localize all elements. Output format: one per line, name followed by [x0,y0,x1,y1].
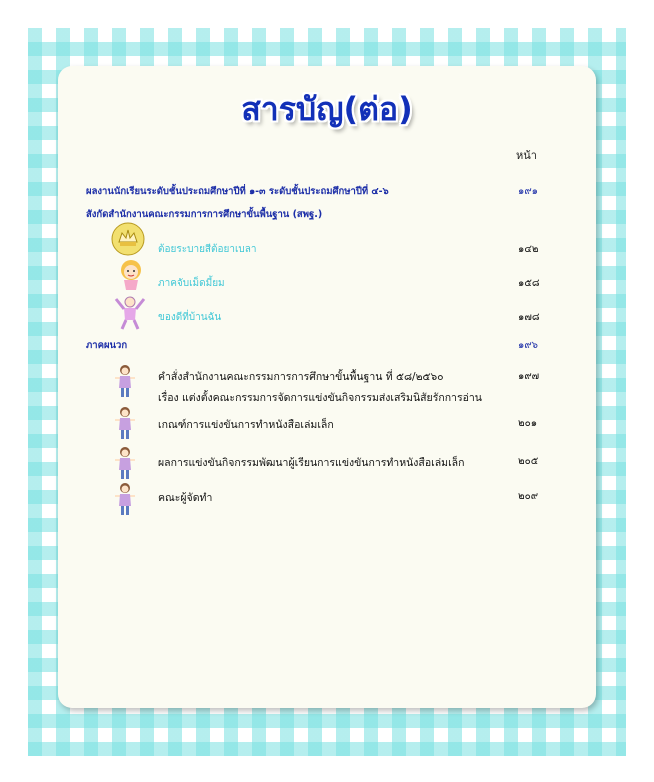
child-figure-icon [112,406,138,444]
toc-section-student-works[interactable]: ผลงานนักเรียนระดับชั้นประถมศึกษาปีที่ ๑-๓ ระดับชั้นประถมศึกษาปีที่ ๔-๖ [86,186,389,197]
toc-page-number: ๑๕๘ [518,278,540,289]
toc-section-obec[interactable]: สังกัดสำนักงานคณะกรรมการการศึกษาขั้นพื้นฐาน (สพฐ.) [86,209,323,220]
child-figure-icon [112,446,138,484]
page-title: สารบัญ(ต่อ) [241,90,413,128]
toc-item-appendix-3[interactable]: ผลการแข่งขันกิจกรรมพัฒนาผู้เรียนการแข่งขันการทำหนังสือเล่มเล็ก [158,457,465,469]
toc-item-work-1[interactable]: ต้อยระบายสีต้อยาเบลา [158,244,257,255]
toc-item-work-2[interactable]: ภาคจับเม็ดมี้ยม [158,278,225,289]
child-figure-icon [112,482,138,520]
crown-character-icon [111,222,145,260]
toc-page-number: ๒๐๙ [518,491,539,502]
toc-page-number: ๑๙๑ [518,186,539,197]
toc-page-number: ๒๐๕ [518,456,539,467]
toc-page-number: ๒๐๑ [518,418,538,429]
toc-item-appendix-1[interactable]: คำสั่งสำนักงานคณะกรรมการการศึกษาขั้นพื้นฐาน ที่ ๕๘/๒๕๖๐ [158,371,444,383]
toc-page-number: ๑๙๗ [518,371,540,382]
toc-item-appendix-4[interactable]: คณะผู้จัดทำ [158,492,213,504]
toc-page-number: ๑๔๒ [518,244,539,255]
girl-character-icon [116,258,146,296]
toc-page-number: ๑๙๖ [518,340,539,351]
toc-item-appendix-2[interactable]: เกณฑ์การแข่งขันการทำหนังสือเล่มเล็ก [158,419,334,431]
toc-section-appendix[interactable]: ภาคผนวก [86,340,128,351]
toc-page-number: ๑๗๘ [518,312,540,323]
toc-item-work-3[interactable]: ของดีที่บ้านฉัน [158,312,222,323]
page-column-header: หน้า [516,149,537,162]
cheering-character-icon [113,294,147,334]
child-figure-icon [112,364,138,402]
toc-item-appendix-1-line2: เรื่อง แต่งตั้งคณะกรรมการจัดการแข่งขันกิจกรรมส่งเสริมนิสัยรักการอ่าน [158,392,482,404]
